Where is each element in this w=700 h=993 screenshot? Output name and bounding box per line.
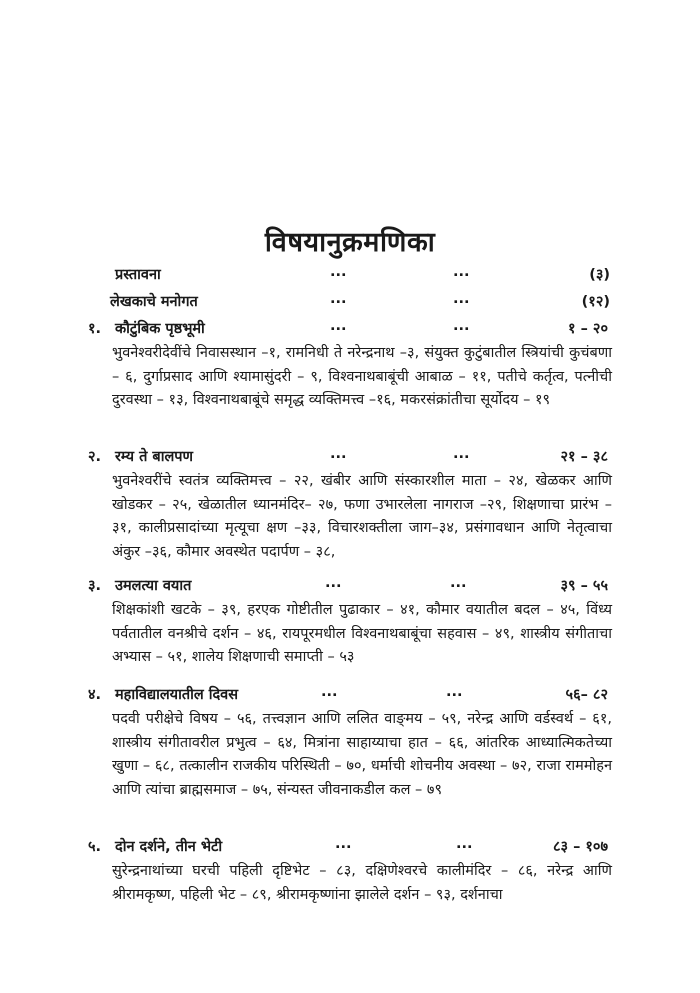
chapter-title: उमलत्या वयात [115, 578, 192, 594]
entry-pages: (३) [589, 267, 610, 283]
entry-dots: ... [453, 264, 470, 280]
chapter-number: २. [88, 449, 102, 465]
chapter-pages: ५६– ८२ [565, 687, 608, 703]
entry-dots: ... [330, 446, 347, 462]
chapter-title: कौटुंबिक पृष्ठभूमी [115, 321, 205, 337]
entry-dots: ... [330, 264, 347, 280]
entry-pages: (१२) [581, 294, 610, 310]
chapter-title: दोन दर्शने, तीन भेटी [115, 839, 223, 855]
page-title: विषयानुक्रमणिका [264, 227, 436, 258]
chapter-topics: भुवनेश्वरीदेवींचे निवासस्थान –१, रामनिधी ते नरेन्द्रनाथ –३, संयुक्त कुटुंबातील स्त्रियांची कुचंबणा – ६, दुर्गाप्रसाद आणि श्यामासुंदरी – ९, विश्वनाथबाबूंची आबाळ – ११, पतीचे कर्तृत्व, पत्नीची दुरवस्था – १३, विश्वनाथबाबूंचे समृद्ध व्यक्तिमत्त्व –१६, मकरसंक्रांतीचा सूर्योदय – १९ [112, 345, 612, 408]
entry-dots: ... [325, 575, 342, 591]
chapter-number: १. [88, 321, 102, 337]
entry-heading: लेखकाचे मनोगत [110, 294, 198, 310]
entry-dots: ... [321, 684, 338, 700]
chapter-title: महाविद्यालयातील दिवस [115, 687, 239, 703]
chapter-pages: २१ – ३८ [560, 449, 608, 465]
entry-dots: ... [335, 836, 352, 852]
chapter-pages: १ – २० [568, 321, 608, 337]
chapter-topics: भुवनेश्वरींचे स्वतंत्र व्यक्तिमत्त्व – २२, खंबीर आणि संस्कारशील माता – २४, खेळकर आणि खोडकर – २५, खेळातील ध्यानमंदिर– २७, फणा उभारलेला नागराज –२९, शिक्षणाचा प्रारंभ – ३१, कालीप्रसादांच्या मृत्यूचा क्षण –३३, विचारशक्तीला जाग–३४, प्रसंगावधान आणि नेतृत्वाचा अंकुर –३६, कौमार अवस्थेत पदार्पण – ३८, [112, 473, 612, 560]
chapter-topics: शिक्षकांशी खटके – ३९, हरएक गोष्टीतील पुढाकार – ४१, कौमार वयातील बदल – ४५, विंध्य पर्वतातील वनश्रीचे दर्शन – ४६, रायपूरमधील विश्वनाथबाबूंचा सहवास – ४९, शास्त्रीय संगीताचा अभ्यास – ५१, शालेय शिक्षणाची समाप्ती – ५३ [112, 602, 612, 665]
entry-dots: ... [453, 446, 470, 462]
entry-dots: ... [330, 318, 347, 334]
chapter-number: ३. [88, 578, 102, 594]
toc-chapter-heading [88, 684, 608, 708]
chapter-number: ५. [88, 839, 102, 855]
entry-dots: ... [453, 291, 470, 307]
entry-dots: ... [450, 575, 467, 591]
toc-entry-preface [115, 264, 610, 288]
chapter-pages: ८३ – १०७ [552, 839, 608, 855]
chapter-pages: ३९ – ५५ [560, 578, 608, 594]
toc-chapter-heading [88, 836, 608, 860]
toc-chapter-heading [88, 318, 608, 342]
toc-chapter-heading [88, 446, 608, 470]
chapter-topics: पदवी परीक्षेचे विषय – ५६, तत्त्वज्ञान आणि ललित वाङ्‌मय – ५९, नरेन्द्र आणि वर्डस्वर्थ – ६१, शास्त्रीय संगीतावरील प्रभुत्व – ६४, मित्रांना साहाय्याचा हात – ६६, आंतरिक आध्यात्मिकतेच्या खुणा – ६८, तत्कालीन राजकीय परिस्थिती – ७०, धर्माची शोचनीय अवस्था – ७२, राजा राममोहन आणि त्यांचा ब्राह्मसमाज – ७५, संन्यस्त जीवनाकडील कल – ७९ [112, 711, 612, 798]
entry-dots: ... [330, 291, 347, 307]
chapter-topics: सुरेन्द्रनाथांच्या घरची पहिली दृष्टिभेट – ८३, दक्षिणेश्वरचे कालीमंदिर – ८६, नरेन्द्र आणि श्रीरामकृष्ण, पहिली भेट – ८९, श्रीरामकृष्णांना झालेले दर्शन – ९३, दर्शनाचा [112, 863, 612, 903]
toc-entry-author-note [110, 291, 610, 315]
entry-dots: ... [456, 836, 473, 852]
entry-heading: प्रस्तावना [115, 267, 161, 283]
entry-dots: ... [446, 684, 463, 700]
chapter-title: रम्य ते बालपण [115, 449, 193, 465]
chapter-number: ४. [88, 687, 102, 703]
toc-chapter-heading [88, 575, 608, 599]
entry-dots: ... [453, 318, 470, 334]
